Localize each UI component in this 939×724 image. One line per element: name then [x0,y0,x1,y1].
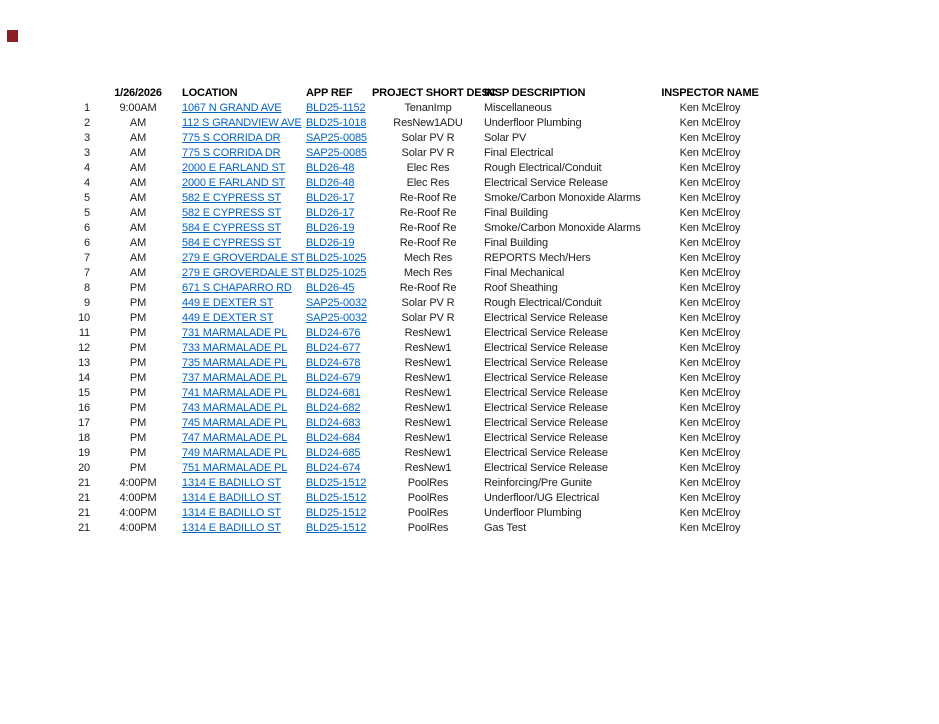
app-ref-link[interactable]: BLD24-684 [306,432,361,444]
table-row [60,326,760,341]
project-short-desc-cell: ResNew1 [404,372,452,384]
insp-description-cell: Final Electrical [484,147,554,159]
time-cell: 9:00AM [119,102,157,114]
row-number: 3 [84,132,90,144]
time-cell: 4:00PM [119,492,157,504]
row-number: 21 [78,507,90,519]
row-number: 15 [78,387,90,399]
row-number: 1 [84,102,90,114]
table-row [60,446,760,461]
table-row [60,506,760,521]
app-ref-link[interactable]: BLD25-1512 [306,477,367,489]
insp-description-cell: Underfloor Plumbing [484,117,582,129]
table-row [60,191,760,206]
location-link[interactable]: 584 E CYPRESS ST [182,222,282,234]
location-link[interactable]: 775 S CORRIDA DR [182,132,281,144]
insp-description-cell: Gas Test [484,522,527,534]
location-link[interactable]: 2000 E FARLAND ST [182,162,286,174]
project-short-desc-cell: ResNew1 [404,402,452,414]
app-ref-link[interactable]: BLD25-1512 [306,507,367,519]
table-row [60,491,760,506]
row-number: 11 [78,327,90,339]
row-number: 13 [78,357,90,369]
time-cell: AM [129,162,147,174]
table-body [60,101,760,536]
app-ref-link[interactable]: BLD24-682 [306,402,361,414]
location-link[interactable]: 582 E CYPRESS ST [182,192,282,204]
table-row [60,101,760,116]
table-row [60,386,760,401]
project-short-desc-cell: ResNew1 [404,327,452,339]
header-number-spacer [60,86,94,101]
row-number: 2 [84,117,90,129]
red-marker [7,30,18,42]
time-cell: AM [129,252,147,264]
location-link[interactable]: 749 MARMALADE PL [182,447,288,459]
row-number: 19 [78,447,90,459]
table-row [60,176,760,191]
row-number: 9 [84,297,90,309]
location-link[interactable]: 737 MARMALADE PL [182,372,288,384]
app-ref-link[interactable]: BLD26-17 [306,207,355,219]
insp-description-cell: Rough Electrical/Conduit [484,297,602,309]
table-row [60,116,760,131]
insp-description-cell: Reinforcing/Pre Gunite [484,477,592,489]
location-link[interactable]: 1314 E BADILLO ST [182,522,281,534]
time-cell: AM [129,177,147,189]
column-header-insp-description: INSP DESCRIPTION [484,87,586,99]
time-cell: PM [129,357,147,369]
inspector-name-cell: Ken McElroy [679,177,741,189]
location-link[interactable]: 449 E DEXTER ST [182,312,274,324]
project-short-desc-cell: ResNew1ADU [393,117,463,129]
time-cell: AM [129,222,147,234]
location-link[interactable]: 1314 E BADILLO ST [182,492,281,504]
insp-description-cell: Electrical Service Release [484,462,608,474]
location-link[interactable]: 1314 E BADILLO ST [182,507,281,519]
time-cell: PM [129,282,147,294]
insp-description-cell: Roof Sheathing [484,282,558,294]
app-ref-link[interactable]: SAP25-0032 [306,297,367,309]
insp-description-cell: Underfloor Plumbing [484,507,582,519]
time-cell: PM [129,387,147,399]
app-ref-link[interactable]: SAP25-0032 [306,312,367,324]
project-short-desc-cell: PoolRes [407,492,449,504]
row-number: 6 [84,222,90,234]
location-link[interactable]: 1314 E BADILLO ST [182,477,281,489]
project-short-desc-cell: Solar PV R [401,297,455,309]
inspector-name-cell: Ken McElroy [679,462,741,474]
insp-description-cell: Electrical Service Release [484,387,608,399]
insp-description-cell: Electrical Service Release [484,312,608,324]
time-cell: AM [129,267,147,279]
app-ref-link[interactable]: BLD26-48 [306,177,355,189]
insp-description-cell: Smoke/Carbon Monoxide Alarms [484,222,641,234]
row-number: 17 [78,417,90,429]
time-cell: PM [129,447,147,459]
table-row [60,521,760,536]
project-short-desc-cell: Re-Roof Re [399,207,457,219]
project-short-desc-cell: Mech Res [403,252,453,264]
app-ref-link[interactable]: BLD25-1512 [306,492,367,504]
project-short-desc-cell: Re-Roof Re [399,192,457,204]
project-short-desc-cell: ResNew1 [404,357,452,369]
table-row [60,371,760,386]
inspector-name-cell: Ken McElroy [679,147,741,159]
project-short-desc-cell: Re-Roof Re [399,222,457,234]
column-header-location: LOCATION [182,87,238,99]
table-row [60,356,760,371]
location-link[interactable]: 741 MARMALADE PL [182,387,288,399]
insp-description-cell: Electrical Service Release [484,177,608,189]
location-link[interactable]: 279 E GROVERDALE ST [182,252,305,264]
time-cell: PM [129,432,147,444]
project-short-desc-cell: TenanImp [404,102,452,114]
app-ref-link[interactable]: BLD24-681 [306,387,361,399]
table-row [60,266,760,281]
time-cell: PM [129,417,147,429]
table-row [60,131,760,146]
app-ref-link[interactable]: BLD26-48 [306,162,355,174]
row-number: 4 [84,162,90,174]
app-ref-link[interactable]: BLD26-19 [306,222,355,234]
project-short-desc-cell: ResNew1 [404,417,452,429]
time-cell: AM [129,147,147,159]
app-ref-link[interactable]: BLD24-683 [306,417,361,429]
insp-description-cell: Final Building [484,237,548,249]
row-number: 7 [84,267,90,279]
inspector-name-cell: Ken McElroy [679,102,741,114]
row-number: 8 [84,282,90,294]
row-number: 14 [78,372,90,384]
column-header-inspector-name: INSPECTOR NAME [661,87,759,99]
row-number: 4 [84,177,90,189]
table-row [60,206,760,221]
project-short-desc-cell: Solar PV R [401,132,455,144]
project-short-desc-cell: PoolRes [407,477,449,489]
location-link[interactable]: 745 MARMALADE PL [182,417,288,429]
inspector-name-cell: Ken McElroy [679,342,741,354]
app-ref-link[interactable]: BLD24-677 [306,342,361,354]
project-short-desc-cell: Solar PV R [401,312,455,324]
location-link[interactable]: 449 E DEXTER ST [182,297,274,309]
date-header: 1/26/2026 [114,87,162,99]
table-row [60,296,760,311]
table-row [60,476,760,491]
row-number: 12 [78,342,90,354]
table-row [60,146,760,161]
insp-description-cell: Electrical Service Release [484,447,608,459]
inspector-name-cell: Ken McElroy [679,432,741,444]
time-cell: AM [129,192,147,204]
table-row [60,431,760,446]
table-row [60,221,760,236]
app-ref-link[interactable]: BLD25-1512 [306,522,367,534]
insp-description-cell: Final Building [484,207,548,219]
row-number: 3 [84,147,90,159]
app-ref-link[interactable]: BLD25-1025 [306,267,367,279]
project-short-desc-cell: Re-Roof Re [399,237,457,249]
table-row [60,236,760,251]
location-link[interactable]: 279 E GROVERDALE ST [182,267,305,279]
app-ref-link[interactable]: BLD25-1025 [306,252,367,264]
app-ref-link[interactable]: BLD26-19 [306,237,355,249]
app-ref-link[interactable]: BLD26-45 [306,282,355,294]
inspector-name-cell: Ken McElroy [679,267,741,279]
inspector-name-cell: Ken McElroy [679,447,741,459]
table-row [60,401,760,416]
insp-description-cell: Electrical Service Release [484,342,608,354]
app-ref-link[interactable]: BLD24-674 [306,462,361,474]
insp-description-cell: Electrical Service Release [484,432,608,444]
location-link[interactable]: 747 MARMALADE PL [182,432,288,444]
row-number: 5 [84,207,90,219]
location-link[interactable]: 733 MARMALADE PL [182,342,288,354]
insp-description-cell: Electrical Service Release [484,357,608,369]
table-row [60,416,760,431]
table-header-row [60,86,760,101]
inspector-name-cell: Ken McElroy [679,522,741,534]
project-short-desc-cell: ResNew1 [404,342,452,354]
time-cell: AM [129,207,147,219]
table-row [60,311,760,326]
project-short-desc-cell: ResNew1 [404,432,452,444]
inspector-name-cell: Ken McElroy [679,477,741,489]
project-short-desc-cell: Elec Res [406,177,450,189]
row-number: 21 [78,522,90,534]
time-cell: PM [129,297,147,309]
inspector-name-cell: Ken McElroy [679,252,741,264]
column-header-app-ref: APP REF [306,87,353,99]
inspector-name-cell: Ken McElroy [679,492,741,504]
project-short-desc-cell: Solar PV R [401,147,455,159]
row-number: 18 [78,432,90,444]
time-cell: PM [129,342,147,354]
app-ref-link[interactable]: BLD24-679 [306,372,361,384]
time-cell: PM [129,372,147,384]
row-number: 21 [78,477,90,489]
insp-description-cell: Smoke/Carbon Monoxide Alarms [484,192,641,204]
app-ref-link[interactable]: BLD25-1152 [306,102,366,114]
inspector-name-cell: Ken McElroy [679,192,741,204]
location-link[interactable]: 2000 E FARLAND ST [182,177,286,189]
app-ref-link[interactable]: BLD24-678 [306,357,361,369]
inspector-name-cell: Ken McElroy [679,357,741,369]
insp-description-cell: Electrical Service Release [484,372,608,384]
time-cell: PM [129,327,147,339]
insp-description-cell: Underfloor/UG Electrical [484,492,599,504]
row-number: 20 [78,462,90,474]
project-short-desc-cell: Mech Res [403,267,453,279]
project-short-desc-cell: PoolRes [407,522,449,534]
row-number: 16 [78,402,90,414]
location-link[interactable]: 582 E CYPRESS ST [182,207,282,219]
row-number: 5 [84,192,90,204]
project-short-desc-cell: Re-Roof Re [399,282,457,294]
location-link[interactable]: 751 MARMALADE PL [182,462,288,474]
inspector-name-cell: Ken McElroy [679,387,741,399]
project-short-desc-cell: ResNew1 [404,387,452,399]
inspector-name-cell: Ken McElroy [679,312,741,324]
location-link[interactable]: 671 S CHAPARRO RD [182,282,292,294]
inspector-name-cell: Ken McElroy [679,222,741,234]
project-short-desc-cell: Elec Res [406,162,450,174]
insp-description-cell: Electrical Service Release [484,402,608,414]
app-ref-link[interactable]: BLD26-17 [306,192,355,204]
time-cell: AM [129,132,147,144]
time-cell: PM [129,462,147,474]
time-cell: PM [129,312,147,324]
location-link[interactable]: 584 E CYPRESS ST [182,237,282,249]
inspector-name-cell: Ken McElroy [679,162,741,174]
row-number: 10 [78,312,90,324]
location-link[interactable]: 775 S CORRIDA DR [182,147,281,159]
project-short-desc-cell: PoolRes [407,507,449,519]
time-cell: AM [129,117,147,129]
insp-description-cell: Electrical Service Release [484,417,608,429]
table-row [60,161,760,176]
table-row [60,281,760,296]
location-link[interactable]: 1067 N GRAND AVE [182,102,282,114]
project-short-desc-cell: ResNew1 [404,462,452,474]
location-link[interactable]: 735 MARMALADE PL [182,357,288,369]
insp-description-cell: Rough Electrical/Conduit [484,162,602,174]
inspector-name-cell: Ken McElroy [679,207,741,219]
inspector-name-cell: Ken McElroy [679,372,741,384]
location-link[interactable]: 731 MARMALADE PL [182,327,288,339]
row-number: 6 [84,237,90,249]
inspector-name-cell: Ken McElroy [679,132,741,144]
inspector-name-cell: Ken McElroy [679,282,741,294]
app-ref-link[interactable]: BLD25-1018 [306,117,367,129]
inspector-name-cell: Ken McElroy [679,417,741,429]
inspector-name-cell: Ken McElroy [679,507,741,519]
inspector-name-cell: Ken McElroy [679,297,741,309]
location-link[interactable]: 743 MARMALADE PL [182,402,288,414]
insp-description-cell: Solar PV [484,132,527,144]
table-row [60,461,760,476]
location-link[interactable]: 112 S GRANDVIEW AVE [182,117,302,129]
table-row [60,341,760,356]
time-cell: 4:00PM [119,477,157,489]
app-ref-link[interactable]: BLD24-676 [306,327,361,339]
inspector-name-cell: Ken McElroy [679,327,741,339]
time-cell: 4:00PM [119,522,157,534]
table-row [60,251,760,266]
inspection-table [60,86,760,536]
time-cell: 4:00PM [119,507,157,519]
insp-description-cell: Electrical Service Release [484,327,608,339]
app-ref-link[interactable]: BLD24-685 [306,447,361,459]
app-ref-link[interactable]: SAP25-0085 [306,147,367,159]
inspector-name-cell: Ken McElroy [679,402,741,414]
inspector-name-cell: Ken McElroy [679,237,741,249]
app-ref-link[interactable]: SAP25-0085 [306,132,367,144]
column-header-project-short-desc: PROJECT SHORT DESC [372,87,497,99]
time-cell: PM [129,402,147,414]
time-cell: AM [129,237,147,249]
row-number: 21 [78,492,90,504]
project-short-desc-cell: ResNew1 [404,447,452,459]
insp-description-cell: Miscellaneous [484,102,552,114]
insp-description-cell: REPORTS Mech/Hers [484,252,591,264]
row-number: 7 [84,252,90,264]
inspector-name-cell: Ken McElroy [679,117,741,129]
insp-description-cell: Final Mechanical [484,267,565,279]
